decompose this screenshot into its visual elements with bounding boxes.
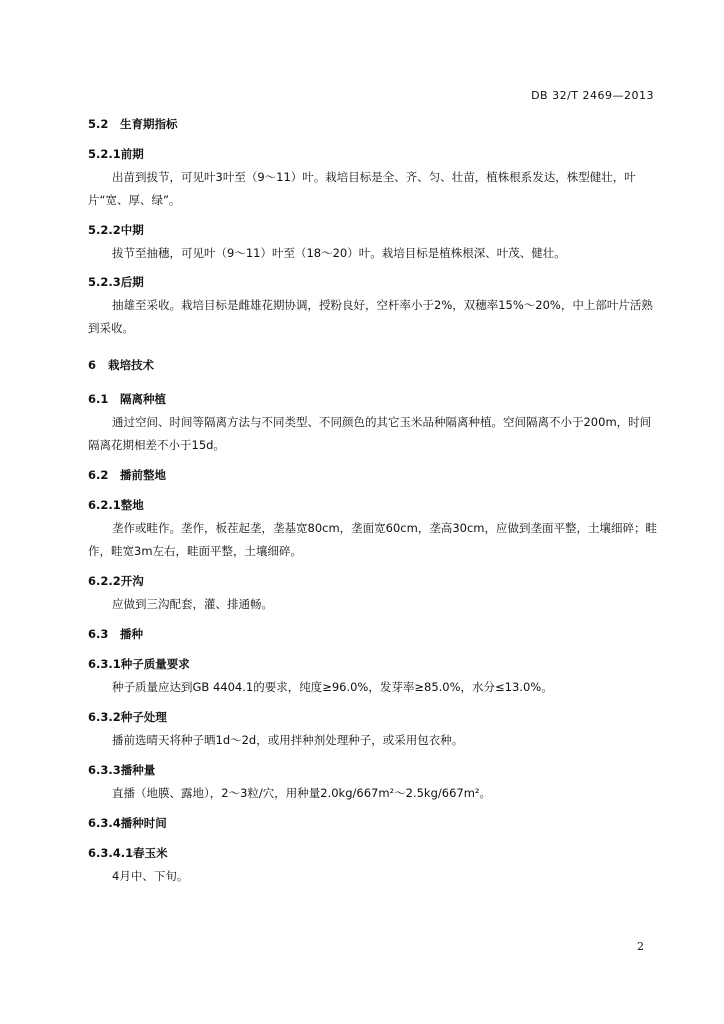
section-heading: 5.2.1前期	[88, 147, 144, 161]
section-heading: 5.2.3后期	[88, 275, 144, 289]
section-heading: 6.3.4播种时间	[88, 816, 167, 830]
paragraph: 种子质量应达到GB 4404.1的要求，纯度≥96.0%，发芽率≥85.0%，水分≤13.0%。	[112, 680, 553, 694]
paragraph: 直播（地膜、露地），2～3粒/穴，用种量2.0kg/667m²～2.5kg/667m²。	[112, 786, 492, 800]
paragraph: 4月中、下旬。	[112, 869, 189, 883]
document-body	[88, 116, 658, 888]
paragraph: 抽雄至采收。栽培目标是雌雄花期协调，授粉良好，空杆率小于2%，双穗率15%～20%，中上部叶片活熟到采收。	[88, 298, 653, 335]
paragraph: 应做到三沟配套，灌、排通畅。	[112, 597, 273, 611]
section-heading: 6.3.1种子质量要求	[88, 657, 190, 671]
section-heading: 6.2 播前整地	[88, 468, 166, 482]
paragraph: 垄作或畦作。垄作，板茬起垄，垄基宽80cm，垄面宽60cm，垄高30cm，应做到垄面平整，土壤细碎；畦作，畦宽3m左右，畦面平整，土壤细碎。	[88, 521, 657, 558]
section-heading: 6.1 隔离种植	[88, 392, 166, 406]
section-heading: 6 栽培技术	[88, 358, 154, 372]
section-heading: 5.2.2中期	[88, 223, 144, 237]
section-heading: 6.3 播种	[88, 627, 143, 641]
page-number: 2	[637, 940, 644, 953]
section-heading: 5.2 生育期指标	[88, 117, 178, 131]
paragraph: 播前选晴天将种子晒1d～2d，或用拌种剂处理种子，或采用包衣种。	[112, 733, 464, 747]
paragraph: 出苗到拔节，可见叶3叶至（9～11）叶。栽培目标是全、齐、匀、壮苗，植株根系发达，株型健壮，叶片“宽、厚、绿”。	[88, 170, 636, 207]
standard-code: DB 32/T 2469—2013	[531, 89, 654, 102]
paragraph: 拔节至抽穗，可见叶（9～11）叶至（18～20）叶。栽培目标是植株根深、叶茂、健壮。	[112, 246, 566, 260]
section-heading: 6.2.2开沟	[88, 574, 144, 588]
section-heading: 6.3.4.1春玉米	[88, 846, 168, 860]
section-heading: 6.3.3播种量	[88, 763, 156, 777]
section-heading: 6.2.1整地	[88, 498, 144, 512]
paragraph: 通过空间、时间等隔离方法与不同类型、不同颜色的其它玉米品种隔离种植。空间隔离不小于200m，时间隔离花期相差不小于15d。	[88, 415, 652, 452]
section-heading: 6.3.2种子处理	[88, 710, 167, 724]
